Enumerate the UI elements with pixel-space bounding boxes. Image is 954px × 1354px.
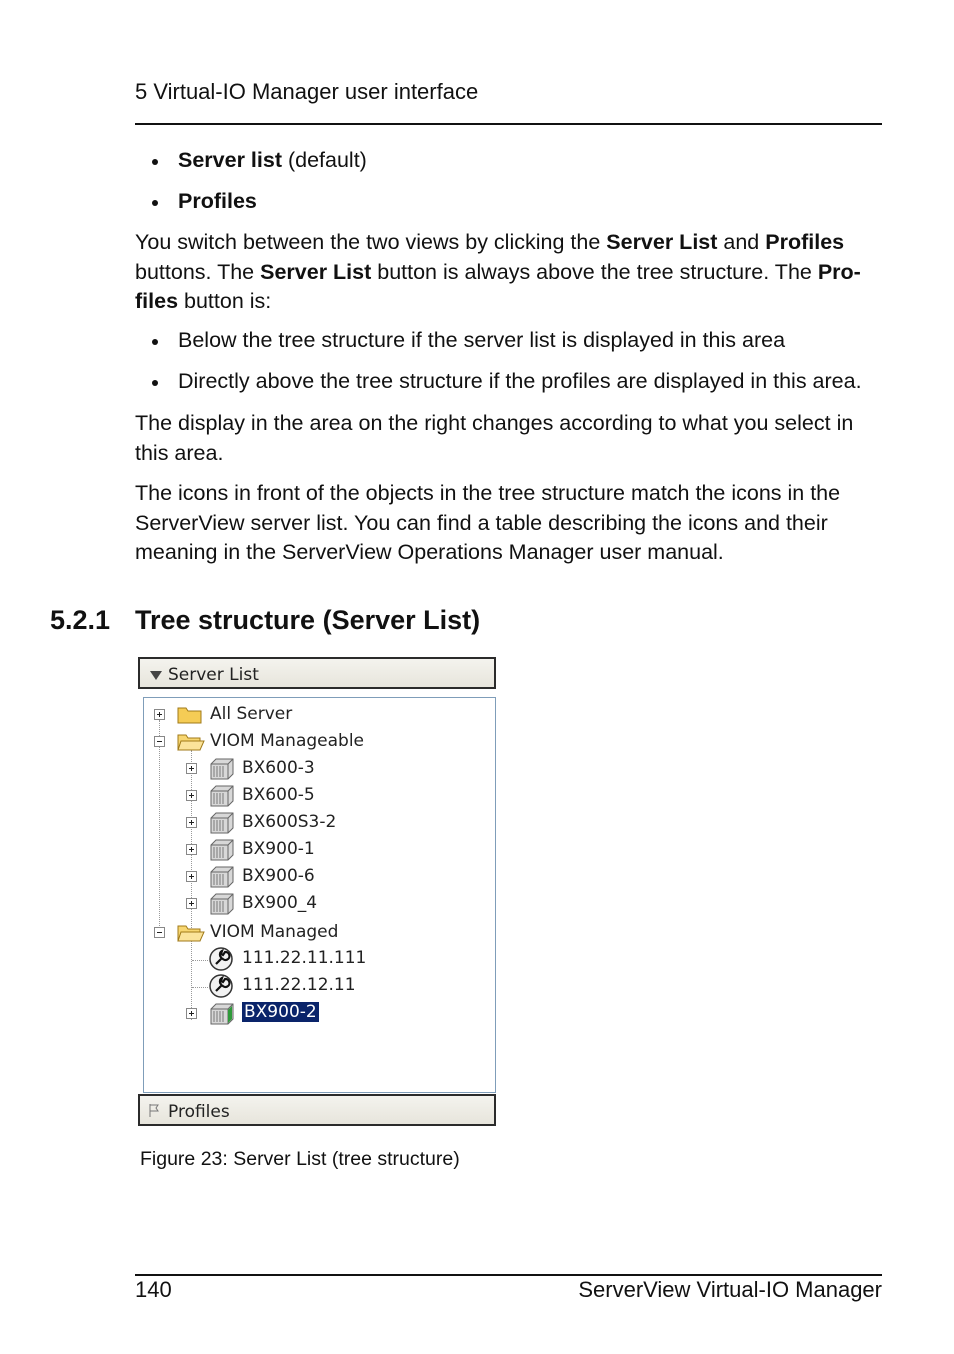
collapse-minus-icon[interactable]	[154, 736, 165, 747]
footer-rule	[135, 1274, 882, 1276]
tree-node-bx600s3-2[interactable]: BX600S3-2	[186, 810, 486, 836]
expand-plus-icon[interactable]	[186, 790, 197, 801]
paragraph-switch-views: You switch between the two views by clicking the Server List and Profiles buttons. The Server List button is always above the tree structure. The Pro- files button is:	[135, 230, 861, 313]
expand-plus-icon[interactable]	[186, 817, 197, 828]
tree-node-bx600-3[interactable]: BX600-3	[186, 756, 486, 782]
bullet-item-above-tree: Directly above the tree structure if the profiles are displayed in this area.	[178, 369, 862, 393]
blade-chassis-icon	[208, 864, 236, 888]
blade-chassis-icon	[208, 837, 236, 861]
bullet-dot	[152, 380, 158, 386]
profiles-button-label: Profiles	[168, 1102, 230, 1122]
blade-chassis-icon	[208, 810, 236, 834]
tree-node-viom-manageable[interactable]: VIOM Manageable	[154, 729, 484, 755]
tree-node-111-22-11-111[interactable]: 111.22.11.111	[186, 946, 486, 972]
wrench-icon	[208, 946, 234, 972]
bullet-item-profiles: Profiles	[178, 189, 257, 213]
expand-plus-icon[interactable]	[186, 871, 197, 882]
expand-plus-icon[interactable]	[186, 763, 197, 774]
section-number: 5.2.1	[50, 605, 111, 635]
blade-chassis-icon	[208, 891, 236, 915]
wrench-icon	[208, 973, 234, 999]
folder-open-icon	[176, 730, 206, 752]
expand-plus-icon[interactable]	[186, 1008, 197, 1019]
folder-icon	[176, 703, 204, 725]
expand-plus-icon[interactable]	[154, 709, 165, 720]
header-rule	[135, 123, 882, 125]
tree-node-all-server[interactable]: All Server	[154, 702, 484, 728]
tree-node-viom-managed[interactable]: VIOM Managed	[154, 920, 484, 946]
tree-node-bx900-6[interactable]: BX900-6	[186, 864, 486, 890]
expand-plus-icon[interactable]	[186, 844, 197, 855]
triangle-down-icon	[150, 671, 162, 680]
tree-node-bx900-4[interactable]: BX900_4	[186, 891, 486, 917]
blade-chassis-icon	[208, 783, 236, 807]
tree-node-111-22-12-11[interactable]: 111.22.12.11	[186, 973, 486, 999]
tree-node-bx900-1[interactable]: BX900-1	[186, 837, 486, 863]
bullet-dot	[152, 159, 158, 165]
tree-node-bx600-5[interactable]: BX600-5	[186, 783, 486, 809]
page-number: 140	[135, 1277, 172, 1302]
figure-caption: Figure 23: Server List (tree structure)	[140, 1148, 460, 1170]
bullet-dot	[152, 339, 158, 345]
bullet-dot	[152, 200, 158, 206]
paragraph-icons: The icons in front of the objects in the tree structure match the icons in the ServerView server list. You can find a table describing the icons and their meaning in the ServerView Operations Manager user manual.	[135, 481, 841, 564]
footer-product-name: ServerView Virtual-IO Manager	[578, 1277, 882, 1302]
bullet-item-server-list: Server list (default)	[178, 148, 367, 172]
blade-chassis-managed-icon	[208, 1001, 236, 1025]
server-list-button[interactable]	[138, 657, 496, 689]
paragraph-display-area: The display in the area on the right changes according to what you select in this area.	[135, 411, 854, 465]
bullet-item-below-tree: Below the tree structure if the server list is displayed in this area	[178, 328, 786, 352]
collapse-minus-icon[interactable]	[154, 927, 165, 938]
blade-chassis-icon	[208, 756, 236, 780]
flag-icon	[149, 1103, 161, 1118]
section-title: Tree structure (Server List)	[135, 605, 481, 635]
server-list-button-label: Server List	[168, 665, 259, 685]
folder-open-icon	[176, 921, 206, 943]
running-header: 5 Virtual-IO Manager user interface	[135, 79, 479, 104]
profiles-button[interactable]	[138, 1094, 496, 1126]
expand-plus-icon[interactable]	[186, 898, 197, 909]
tree-node-bx900-2[interactable]: BX900-2	[186, 1001, 486, 1027]
tree-view[interactable]	[143, 697, 496, 1093]
